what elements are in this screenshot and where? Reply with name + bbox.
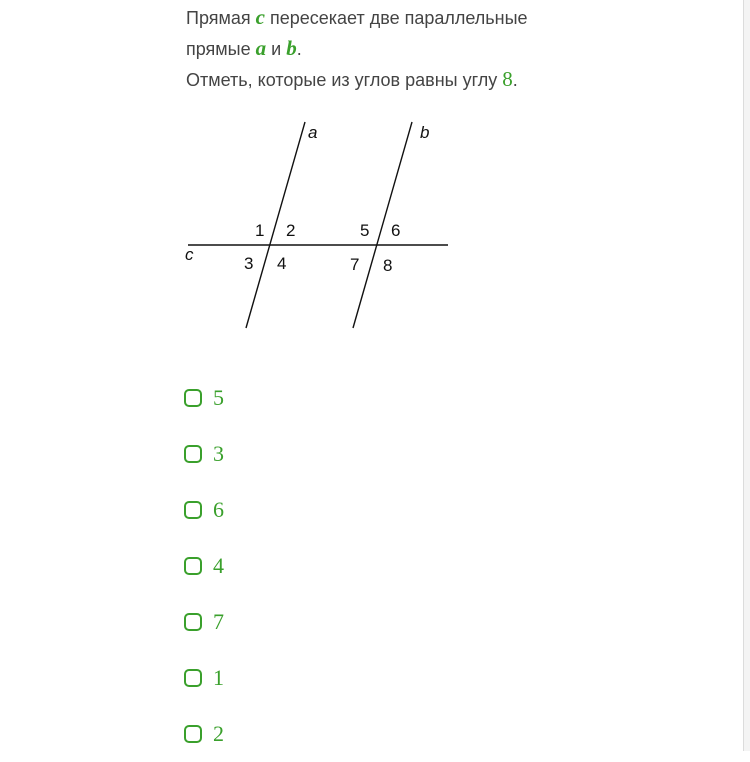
option-label: 7 xyxy=(213,609,224,634)
text-fragment: . xyxy=(512,70,518,90)
checkbox-icon[interactable] xyxy=(184,613,202,631)
option-2[interactable] xyxy=(184,706,224,762)
checkbox-icon[interactable] xyxy=(184,725,202,743)
angle-label-4: 4 xyxy=(277,254,287,273)
question-line-1 xyxy=(186,2,606,33)
text-fragment: Прямая xyxy=(186,8,256,28)
label-c: c xyxy=(185,245,194,264)
var-c: c xyxy=(255,5,265,29)
option-label: 3 xyxy=(213,441,224,466)
question-text xyxy=(186,2,606,95)
checkbox-icon[interactable] xyxy=(184,557,202,575)
angle-label-2: 2 xyxy=(286,221,296,240)
text-fragment: прямые xyxy=(186,39,256,59)
text-fragment: пересекает две параллельные xyxy=(264,8,528,28)
option-6[interactable] xyxy=(184,482,224,538)
question-line-3 xyxy=(186,64,606,95)
angle-label-8: 8 xyxy=(383,256,393,275)
geometry-figure xyxy=(180,110,460,335)
option-label: 4 xyxy=(213,553,224,578)
angle-label-3: 3 xyxy=(244,254,254,273)
text-fragment: и xyxy=(266,39,287,59)
checkbox-icon[interactable] xyxy=(184,669,202,687)
var-a: a xyxy=(255,36,267,60)
option-label: 2 xyxy=(213,721,224,746)
text-fragment: . xyxy=(296,39,302,59)
answer-options xyxy=(184,370,224,762)
target-angle: 8 xyxy=(502,67,513,91)
angle-label-7: 7 xyxy=(350,255,360,274)
label-b: b xyxy=(420,123,430,142)
checkbox-icon[interactable] xyxy=(184,501,202,519)
checkbox-icon[interactable] xyxy=(184,445,202,463)
text-fragment: Отметь, которые из углов равны углу xyxy=(186,70,503,90)
angle-label-6: 6 xyxy=(391,221,401,240)
option-label: 1 xyxy=(213,665,224,690)
option-label: 5 xyxy=(213,385,224,410)
option-label: 6 xyxy=(213,497,224,522)
window-edge xyxy=(743,0,750,751)
option-3[interactable] xyxy=(184,426,224,482)
var-b: b xyxy=(286,36,297,60)
checkbox-icon[interactable] xyxy=(184,389,202,407)
question-line-2 xyxy=(186,33,606,64)
label-a: a xyxy=(308,123,318,142)
option-4[interactable] xyxy=(184,538,224,594)
option-1[interactable] xyxy=(184,650,224,706)
figure-svg xyxy=(180,110,460,335)
angle-label-1: 1 xyxy=(255,221,265,240)
angle-label-5: 5 xyxy=(360,221,370,240)
option-7[interactable] xyxy=(184,594,224,650)
option-5[interactable] xyxy=(184,370,224,426)
